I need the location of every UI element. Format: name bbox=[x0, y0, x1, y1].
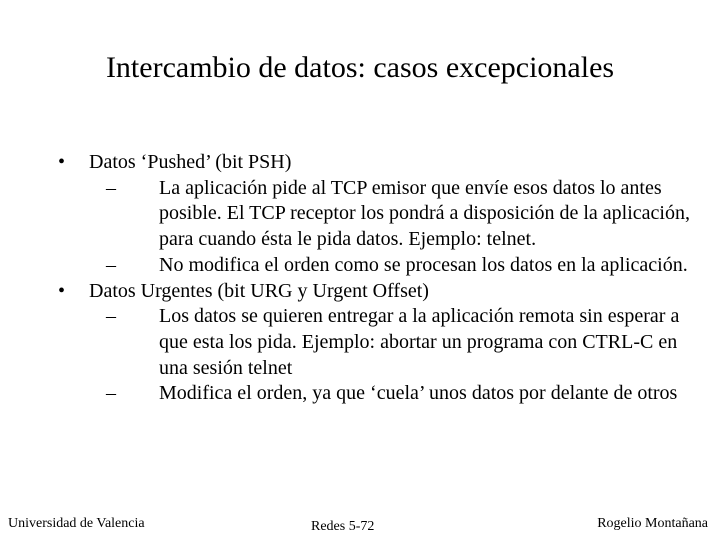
dash-marker: – bbox=[106, 253, 116, 276]
sub-bullet-item bbox=[100, 253, 708, 279]
sub-bullet-text: Los datos se quieren entregar a la aplicación remota sin esperar a que esta los pida. Ejemplo: abortar un programa con CTRL-C en una sesión telnet bbox=[159, 305, 680, 379]
sub-bullet-text: Modifica el orden, ya que ‘cuela’ unos datos por delante de otros bbox=[159, 382, 678, 405]
sub-bullet-text: No modifica el orden como se procesan los datos en la aplicación. bbox=[159, 253, 688, 276]
dash-marker: – bbox=[106, 305, 116, 328]
slide-content bbox=[58, 150, 708, 407]
sub-bullet-item bbox=[100, 304, 708, 381]
bullet-marker: • bbox=[58, 279, 66, 302]
sub-bullet-item bbox=[100, 381, 708, 407]
footer-page-number: Redes 5-72 bbox=[311, 519, 375, 534]
bullet-item bbox=[58, 279, 708, 305]
dash-marker: – bbox=[106, 176, 116, 199]
sub-bullet-text: La aplicación pide al TCP emisor que envíe esos datos lo antes posible. El TCP receptor los pondrá a disposición de la aplicación, para cuando ésta le pida datos. Ejemplo: telnet. bbox=[159, 176, 690, 251]
bullet-item bbox=[58, 150, 708, 176]
footer-institution: Universidad de Valencia bbox=[8, 516, 145, 531]
sub-bullet-item bbox=[100, 176, 708, 253]
slide-title: Intercambio de datos: casos excepcionales bbox=[105, 51, 615, 84]
bullet-text: Datos ‘Pushed’ (bit PSH) bbox=[89, 151, 292, 173]
bullet-text: Datos Urgentes (bit URG y Urgent Offset) bbox=[89, 279, 429, 302]
dash-marker: – bbox=[106, 382, 116, 405]
footer-author: Rogelio Montañana bbox=[597, 516, 708, 531]
bullet-marker: • bbox=[58, 151, 66, 173]
